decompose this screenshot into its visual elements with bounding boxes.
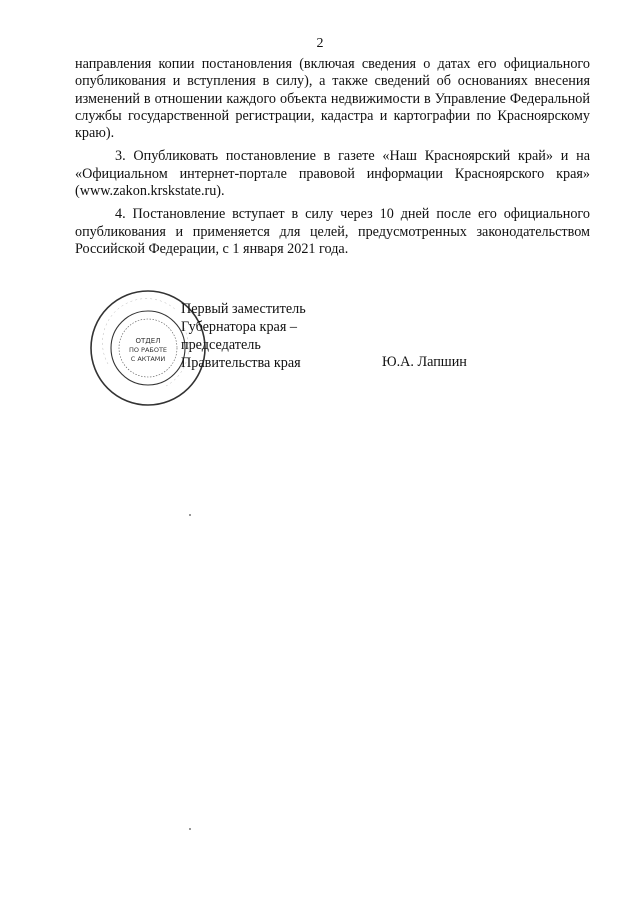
signature-line-3: председатель [181,337,261,353]
signature-position [181,300,306,372]
scan-speck [189,514,191,516]
svg-text:ПО РАБОТЕ: ПО РАБОТЕ [128,346,168,354]
signatory-name: Ю.А. Лапшин [382,354,467,370]
signature-line-2: Губернатора края – [181,319,298,335]
page-number: 2 [316,36,324,51]
signature-line-4: Правительства края [181,355,301,371]
paragraph-4: 4. Постановление вступает в силу через 10 дней после его официального опубликования и применяется для целей, предусмотренных законодательством Российской Федерации, с 1 января 2021 года. [75,206,590,257]
svg-text:С АКТАМИ: С АКТАМИ [130,355,166,363]
svg-text:ОТДЕЛ: ОТДЕЛ [135,337,161,345]
paragraph-continuation: направления копии постановления (включая сведения о датах его официального опубликования и вступления в силу), а также сведений об основаниях внесения изменений в отношении каждого объекта недвижимости в Управление Федеральной службы государственной регистрации, кадастра и картографии по Красноярскому краю). [75,56,590,142]
scan-speck [189,828,191,830]
signature-line-1: Первый заместитель [181,301,306,317]
paragraph-3: 3. Опубликовать постановление в газете «Наш Красноярский край» и на «Официальном интернет-портале правовой информации Красноярского края» (www.zakon.krskstate.ru). [75,148,590,200]
document-body [75,56,590,264]
